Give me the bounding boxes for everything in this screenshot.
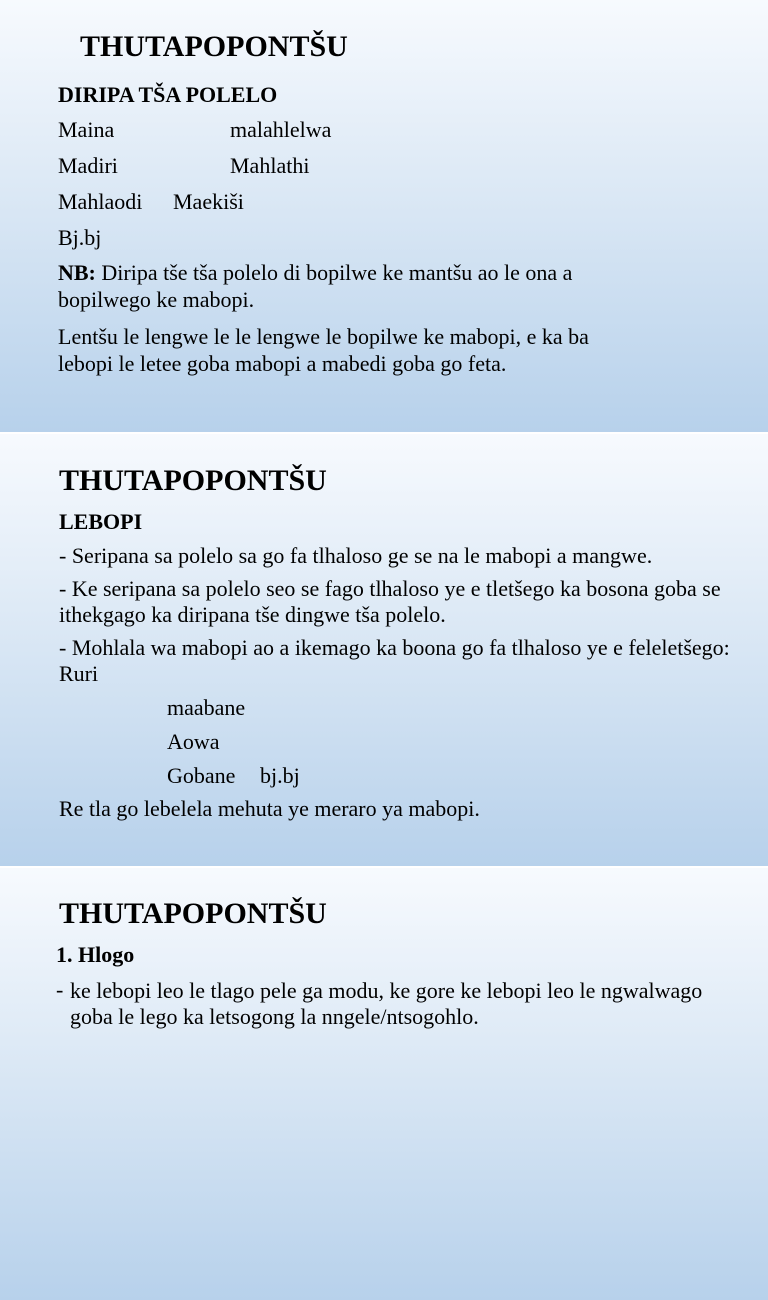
example-maabane: maabane — [167, 695, 246, 720]
word-maekisi: Maekiši — [173, 189, 244, 214]
word-mahlaodi: Mahlaodi — [58, 189, 143, 214]
slide-3 — [0, 868, 768, 1300]
examples-etc: bj.bj — [260, 763, 300, 788]
slide-3-subtitle: 1. Hlogo — [56, 942, 135, 967]
slide-1 — [0, 0, 768, 432]
bullet-marker: - — [56, 977, 64, 1002]
hlogo-definition: ke lebopi leo le tlago pele ga modu, ke gore ke lebopi leo le ngwalwago goba le lego ka letsogong la nngele/ntsogohlo. — [70, 978, 703, 1029]
lebopi-example-intro: - Mohlala wa mabopi ao a ikemago ka boona go fa tlhaloso ye e feleletšego: Ruri — [59, 635, 730, 686]
word-mahlathi: Mahlathi — [230, 153, 310, 178]
slide-2-subtitle: LEBOPI — [59, 509, 143, 534]
example-aowa: Aowa — [167, 729, 220, 754]
slide-3-title: THUTAPOPONTŠU — [59, 897, 327, 930]
slide-2 — [0, 434, 768, 866]
slide-1-title: THUTAPOPONTŠU — [80, 30, 348, 63]
nb-label: NB: — [58, 260, 96, 285]
word-malahlelwa: malahlelwa — [230, 117, 332, 142]
lebopi-definition-2: - Ke seripana sa polelo seo se fago tlhaloso ye e tletšego ka bosona goba se ithekgago ka diripana tše dingwe tša polelo. — [59, 576, 721, 627]
etc-text: Bj.bj — [58, 225, 102, 250]
slide-1-paragraph: Lentšu le lengwe le le lengwe le bopilwe ke mabopi, e ka ba lebopi le letee goba mabopi a mabedi goba go feta. — [58, 324, 589, 376]
example-gobane: Gobane — [167, 763, 236, 788]
slide-1-subtitle: DIRIPA TŠA POLELO — [58, 82, 278, 107]
slide-2-closing: Re tla go lebelela mehuta ye meraro ya mabopi. — [59, 796, 480, 821]
word-maina: Maina — [58, 117, 115, 142]
nb-note — [58, 259, 618, 313]
word-madiri: Madiri — [58, 153, 118, 178]
nb-text: Diripa tše tša polelo di bopilwe ke mantšu ao le ona a bopilwego ke mabopi. — [58, 260, 573, 312]
slide-2-title: THUTAPOPONTŠU — [59, 464, 327, 497]
lebopi-definition-1: - Seripana sa polelo sa go fa tlhaloso ge se na le mabopi a mangwe. — [59, 543, 653, 568]
